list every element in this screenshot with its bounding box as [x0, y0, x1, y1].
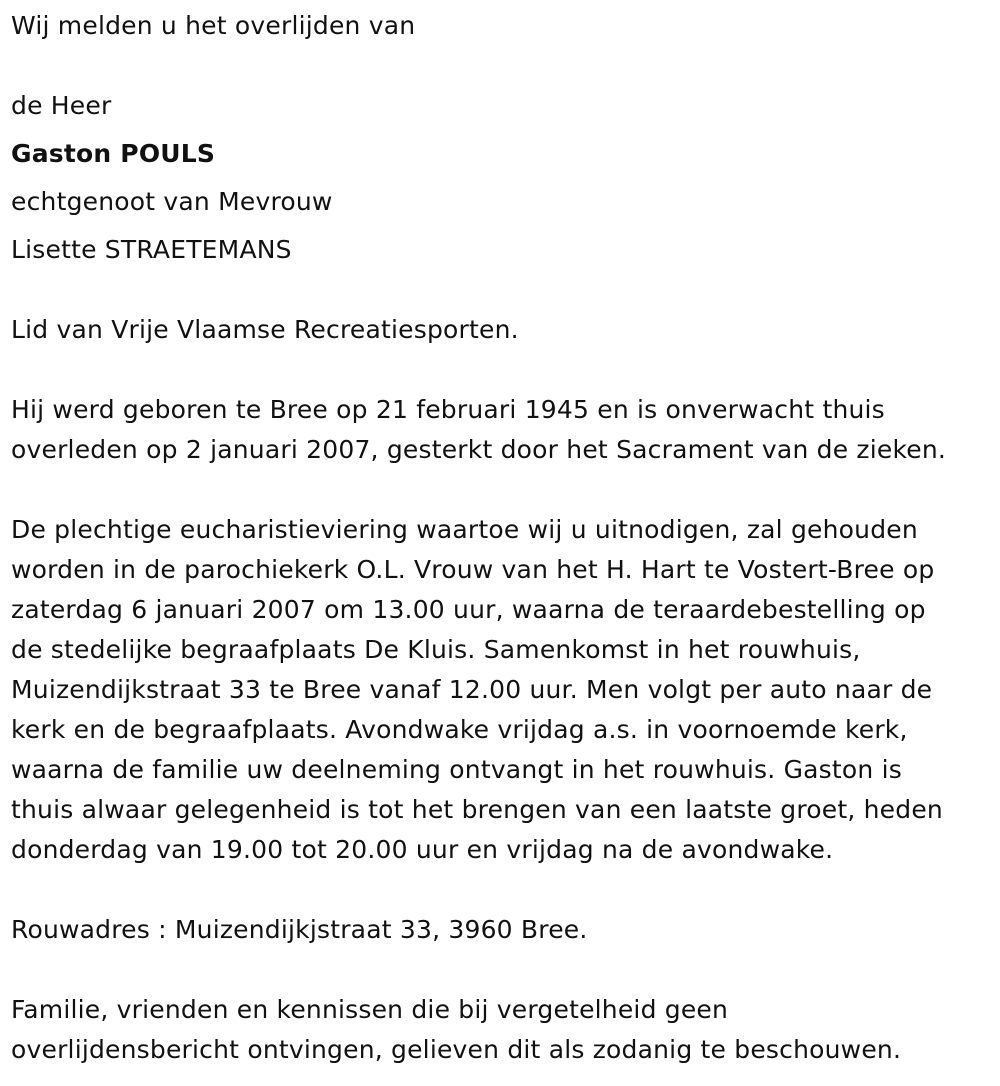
address-text: Rouwadres : Muizendijkjstraat 33, 3960 Bree. [11, 915, 588, 944]
ceremony-line: waarna de familie uw deelneming ontvangt in het rouwhuis. Gaston is [11, 755, 902, 784]
closing-line: Familie, vrienden en kennissen die bij vergetelheid geen [11, 995, 729, 1024]
salutation-text: de Heer [11, 91, 112, 120]
spouse-line-1: echtgenoot van Mevrouw [11, 187, 333, 216]
membership-text: Lid van Vrije Vlaamse Recreatiesporten. [11, 315, 519, 344]
intro-text: Wij melden u het overlijden van [11, 11, 416, 40]
spouse-line-2: Lisette STRAETEMANS [11, 235, 292, 264]
ceremony-line: thuis alwaar gelegenheid is tot het brengen van een laatste groet, heden [11, 795, 943, 824]
birth-line: Hij werd geboren te Bree op 21 februari 1945 en is onverwacht thuis [11, 395, 885, 424]
ceremony-line: donderdag van 19.00 tot 20.00 uur en vrijdag na de avondwake. [11, 835, 834, 864]
ceremony-line: worden in de parochiekerk O.L. Vrouw van het H. Hart te Vostert-Bree op [11, 555, 935, 584]
ceremony-line: kerk en de begraafplaats. Avondwake vrijdag a.s. in voornoemde kerk, [11, 715, 908, 744]
closing-line: overlijdensbericht ontvingen, gelieven dit als zodanig te beschouwen. [11, 1035, 902, 1064]
ceremony-line: de stedelijke begraafplaats De Kluis. Samenkomst in het rouwhuis, [11, 635, 861, 664]
ceremony-line: De plechtige eucharistieviering waartoe wij u uitnodigen, zal gehouden [11, 515, 918, 544]
birth-line: overleden op 2 januari 2007, gesterkt door het Sacrament van de zieken. [11, 435, 947, 464]
ceremony-line: Muizendijkstraat 33 te Bree vanaf 12.00 uur. Men volgt per auto naar de [11, 675, 933, 704]
deceased-name: Gaston POULS [11, 139, 216, 168]
ceremony-line: zaterdag 6 januari 2007 om 13.00 uur, waarna de teraardebestelling op [11, 595, 926, 624]
